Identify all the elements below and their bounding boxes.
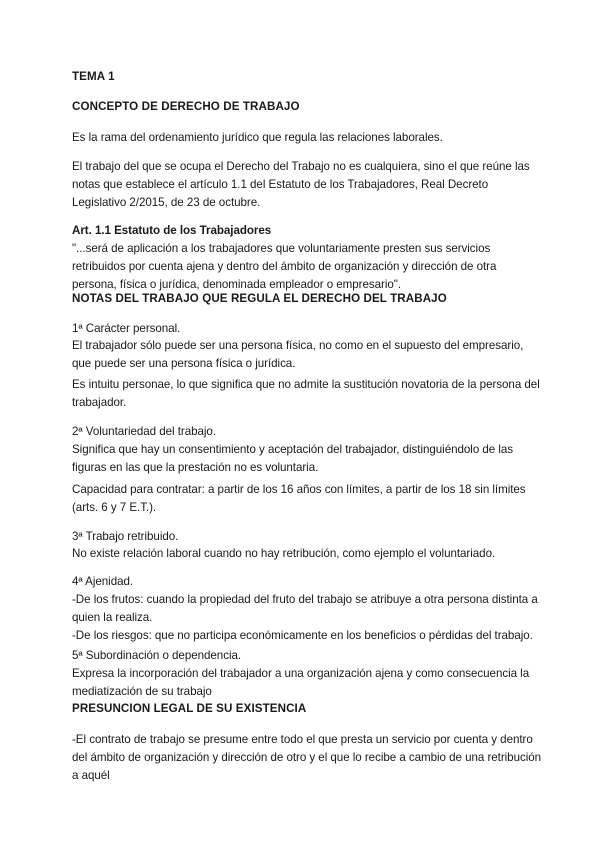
note-title: 5ª Subordinación o dependencia. [72, 649, 242, 662]
text-line: "...será de aplicación a los trabajadores que voluntariamente presten sus servicios [72, 242, 491, 255]
text-line: persona, física o jurídica, denominada empleador o empresario". [72, 278, 401, 291]
section-heading-notas: NOTAS DEL TRABAJO QUE REGULA EL DERECHO DEL TRABAJO [72, 292, 447, 305]
text-line: Es intuitu personae, lo que significa que no admite la sustitución novatoria de la persona del [72, 378, 540, 391]
note-title: 3ª Trabajo retribuido. [72, 530, 179, 543]
text-line: No existe relación laboral cuando no hay retribución, como ejemplo el voluntariado. [72, 547, 496, 560]
paragraph-definition: Es la rama del ordenamiento jurídico que regula las relaciones laborales. [72, 131, 443, 144]
text-line: -El contrato de trabajo se presume entre todo el que presta un servicio por cuenta y dentro [72, 733, 533, 746]
text-line: -De los riesgos: que no participa económicamente en los beneficios o pérdidas del trabajo. [72, 629, 533, 642]
text-line: El trabajo del que se ocupa el Derecho del Trabajo no es cualquiera, sino el que reúne las [72, 160, 530, 173]
text-line: notas que establece el artículo 1.1 del Estatuto de los Trabajadores, Real Decreto [72, 178, 489, 191]
topic-title: TEMA 1 [72, 70, 115, 83]
section-heading-presuncion: PRESUNCION LEGAL DE SU EXISTENCIA [72, 702, 307, 715]
note-title: 4ª Ajenidad. [72, 575, 134, 588]
article-title: Art. 1.1 Estatuto de los Trabajadores [72, 224, 272, 237]
text-line: Legislativo 2/2015, de 23 de octubre. [72, 196, 261, 209]
text-line: Significa que hay un consentimiento y aceptación del trabajador, distinguiéndolo de las [72, 443, 514, 456]
text-line: mediatización de su trabajo [72, 685, 212, 698]
note-title: 2ª Voluntariedad del trabajo. [72, 425, 217, 438]
text-line: del ámbito de organización y dirección de otro y el que lo recibe a cambio de una retribución [72, 751, 542, 764]
text-line: (arts. 6 y 7 E.T.). [72, 501, 157, 514]
text-line: a aquél [72, 769, 110, 782]
note-title: 1ª Carácter personal. [72, 322, 181, 335]
text-line: trabajador. [72, 396, 127, 409]
text-line: Capacidad para contratar: a partir de los 16 años con límites, a partir de los 18 sin límites [72, 483, 526, 496]
section-heading-concepto: CONCEPTO DE DERECHO DE TRABAJO [72, 100, 300, 113]
text-line: -De los frutos: cuando la propiedad del fruto del trabajo se atribuye a otra persona distinta a [72, 593, 538, 606]
text-line: figuras en las que la prestación no es voluntaria. [72, 461, 319, 474]
text-line: que puede ser una persona física o jurídica. [72, 357, 296, 370]
text-line: Expresa la incorporación del trabajador a una organización ajena y como consecuencia la [72, 667, 530, 680]
text-line: quien la realiza. [72, 611, 153, 624]
text-line: retribuidos por cuenta ajena y dentro del ámbito de organización y dirección de otra [72, 260, 497, 273]
text-line: El trabajador sólo puede ser una persona física, no como en el supuesto del empresario, [72, 339, 524, 352]
